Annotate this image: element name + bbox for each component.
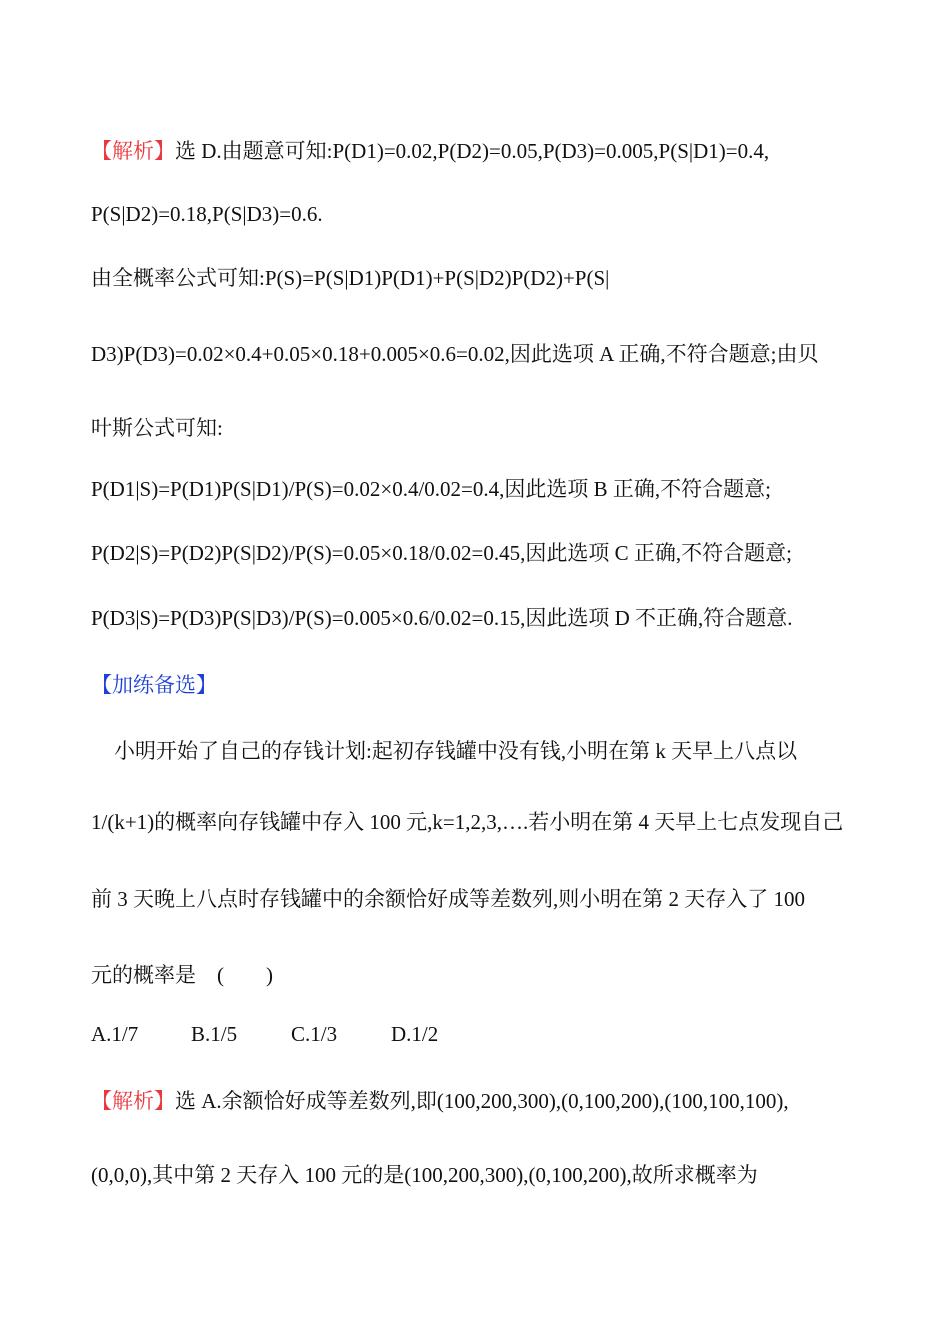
question-line-3: 前 3 天晚上八点时存钱罐中的余额恰好成等差数列,则小明在第 2 天存入了 100	[91, 887, 805, 911]
option-d[interactable]: D.1/2	[391, 1022, 439, 1046]
question-line-4: 元的概率是 ( )	[91, 963, 273, 987]
option-c[interactable]: C.1/3	[291, 1022, 338, 1046]
analysis-line-4: D3)P(D3)=0.02×0.4+0.05×0.18+0.005×0.6=0.02,因此选项 A 正确,不符合题意;由贝	[91, 342, 819, 366]
analysis-line-5: 叶斯公式可知:	[91, 416, 223, 440]
analysis-tag: 【解析】	[91, 139, 175, 163]
bayes-eq-2: P(D2|S)=P(D2)P(S|D2)/P(S)=0.05×0.18/0.02=0.45,因此选项 C 正确,不符合题意;	[91, 541, 792, 565]
analysis-tag: 【解析】	[91, 1089, 175, 1113]
extra-heading: 【加练备选】	[91, 673, 217, 697]
question-line-1: 小明开始了自己的存钱计划:起初存钱罐中没有钱,小明在第 k 天早上八点以	[114, 739, 798, 763]
analysis2-line-1: 【解析】选 A.余额恰好成等差数列,即(100,200,300),(0,100,200),(100,100,100),	[91, 1089, 789, 1113]
analysis-line-2: P(S|D2)=0.18,P(S|D3)=0.6.	[91, 202, 323, 226]
bayes-eq-3: P(D3|S)=P(D3)P(S|D3)/P(S)=0.005×0.6/0.02=0.15,因此选项 D 不正确,符合题意.	[91, 606, 793, 630]
analysis-line-1: 【解析】选 D.由题意可知:P(D1)=0.02,P(D2)=0.05,P(D3)=0.005,P(S|D1)=0.4,	[91, 139, 770, 163]
analysis2-line-2: (0,0,0),其中第 2 天存入 100 元的是(100,200,300),(0,100,200),故所求概率为	[91, 1163, 758, 1187]
question-line-2: 1/(k+1)的概率向存钱罐中存入 100 元,k=1,2,3,….若小明在第 4 天早上七点发现自己	[91, 810, 844, 834]
option-a[interactable]: A.1/7	[91, 1022, 139, 1046]
option-b[interactable]: B.1/5	[191, 1022, 238, 1046]
analysis-line-3: 由全概率公式可知:P(S)=P(S|D1)P(D1)+P(S|D2)P(D2)+P(S|	[91, 266, 610, 290]
bayes-eq-1: P(D1|S)=P(D1)P(S|D1)/P(S)=0.02×0.4/0.02=0.4,因此选项 B 正确,不符合题意;	[91, 477, 771, 501]
